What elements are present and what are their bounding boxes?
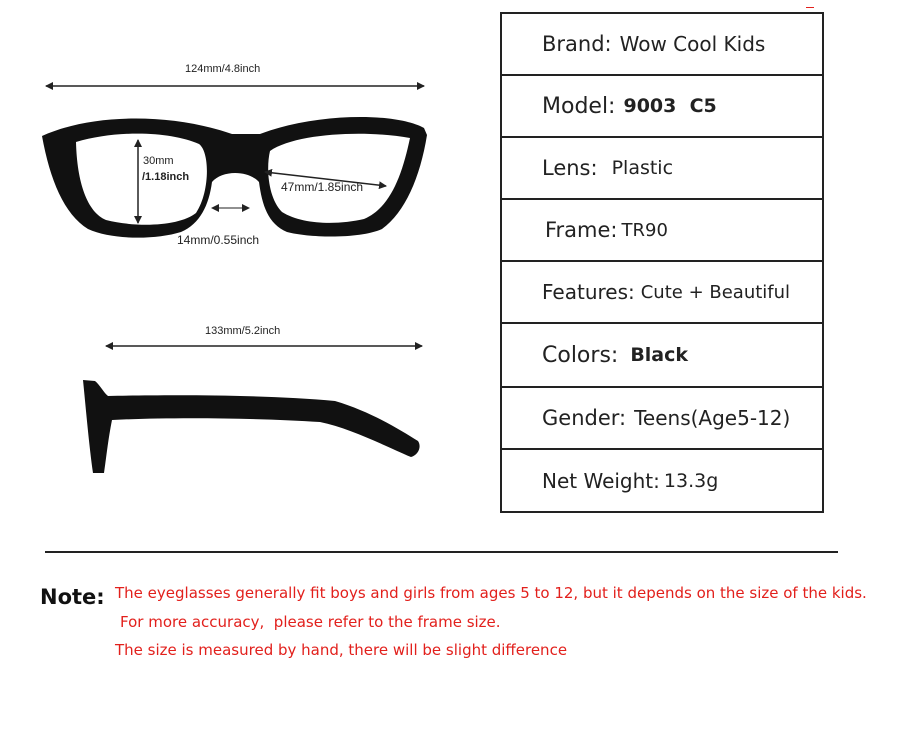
spec-row-brand <box>502 14 822 76</box>
front-frame <box>42 117 427 238</box>
spec-value: Plastic <box>611 157 674 179</box>
spec-row-gender <box>502 388 822 450</box>
temple-length-label: 133mm/5.2inch <box>205 325 281 337</box>
spec-row-weight <box>502 450 822 511</box>
lens-width-label: 47mm/1.85inch <box>281 180 364 194</box>
total-width-label: 124mm/4.8inch <box>185 63 261 75</box>
note-line-1: The eyeglasses generally fit boys and girls from ages 5 to 12, but it depends on the size of the kids. <box>115 584 867 602</box>
spec-value: Teens(Age5-12) <box>634 406 791 430</box>
spec-label: Gender: <box>542 406 627 430</box>
note-line-2: For more accuracy, please refer to the frame size. <box>120 613 501 631</box>
spec-label: Brand: <box>542 32 612 56</box>
spec-row-model <box>502 76 822 138</box>
spec-value: 13.3g <box>663 469 719 492</box>
note-title: Note: <box>40 585 105 609</box>
spec-label: Model: <box>542 93 616 119</box>
bridge-label: 14mm/0.55inch <box>177 233 260 247</box>
spec-row-colors <box>502 324 822 388</box>
spec-row-frame <box>502 200 822 262</box>
note-line-3: The size is measured by hand, there will be slight difference <box>115 641 568 659</box>
spec-row-features <box>502 262 822 324</box>
temple-side-view <box>83 380 420 473</box>
lens-height-label-1: 30mm <box>143 155 174 167</box>
spec-value: TR90 <box>621 219 668 241</box>
spec-label: Features: <box>542 280 635 304</box>
spec-value: Wow Cool Kids <box>619 32 766 56</box>
spec-value: 9003 C5 <box>623 95 717 117</box>
spec-label: Net Weight: <box>542 468 660 493</box>
red-mark <box>806 7 814 8</box>
spec-value: Cute + Beautiful <box>640 281 791 303</box>
spec-value: Black <box>630 344 689 366</box>
spec-label: Frame: <box>545 218 618 242</box>
spec-row-lens <box>502 138 822 200</box>
spec-label: Lens: <box>542 156 598 180</box>
lens-height-label-2: /1.18inch <box>142 171 190 183</box>
section-divider <box>45 551 838 553</box>
spec-label: Colors: <box>542 342 619 368</box>
spec-table <box>500 12 824 513</box>
